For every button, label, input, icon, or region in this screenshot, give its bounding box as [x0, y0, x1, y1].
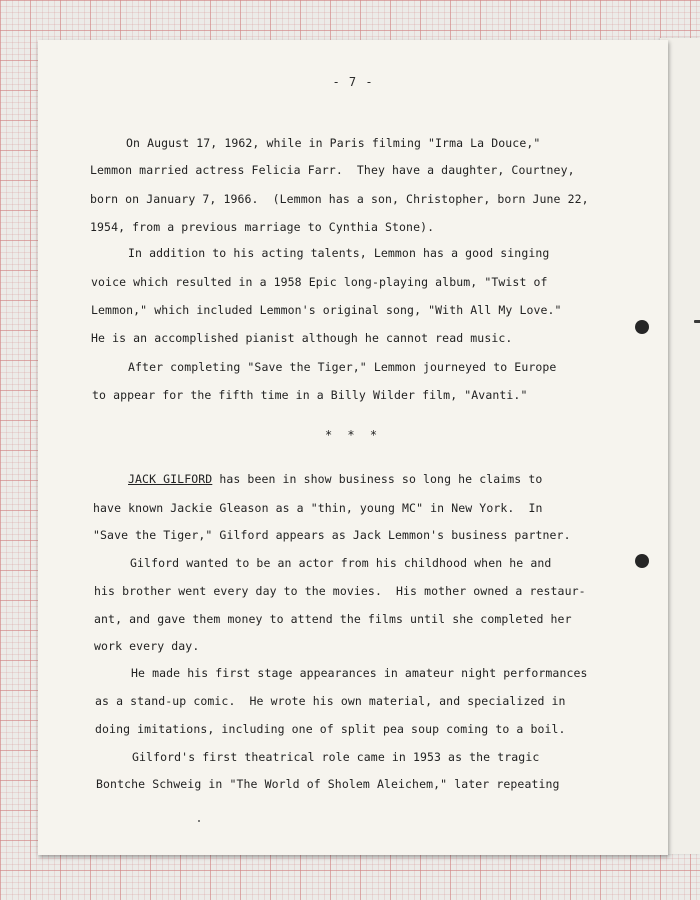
- text-line: his brother went every day to the movies. His mother owned a restaur-: [94, 584, 586, 598]
- text-line: He made his first stage appearances in amateur night performances: [131, 666, 588, 680]
- text-line: have known Jackie Gleason as a "thin, young MC" in New York. In: [93, 501, 543, 515]
- text-line: Lemmon married actress Felicia Farr. They have a daughter, Courtney,: [90, 163, 575, 177]
- text-line: doing imitations, including one of split pea soup coming to a boil.: [95, 722, 566, 736]
- text-line: "Save the Tiger," Gilford appears as Jack Lemmon's business partner.: [93, 528, 571, 542]
- punch-hole: [635, 554, 649, 568]
- text-line: Bontche Schweig in "The World of Sholem Aleichem," later repeating: [96, 777, 560, 791]
- text-line: After completing "Save the Tiger," Lemmon journeyed to Europe: [128, 360, 557, 374]
- section-name-jack-gilford: JACK GILFORD: [128, 472, 213, 486]
- page-number: - 7 -: [332, 75, 374, 89]
- text-line: voice which resulted in a 1958 Epic long-playing album, "Twist of: [91, 275, 548, 289]
- text-line: On August 17, 1962, while in Paris filming "Irma La Douce,": [126, 136, 541, 150]
- punch-hole: [635, 320, 649, 334]
- text-line: to appear for the fifth time in a Billy Wilder film, "Avanti.": [92, 388, 528, 402]
- text-line: as a stand-up comic. He wrote his own material, and specialized in: [95, 694, 566, 708]
- typed-mark: [694, 320, 700, 323]
- text-line: Lemmon," which included Lemmon's original song, "With All My Love.": [91, 303, 562, 317]
- document-page: [38, 40, 668, 855]
- text-line: 1954, from a previous marriage to Cynthia Stone).: [90, 220, 435, 234]
- text-line: Gilford wanted to be an actor from his childhood when he and: [130, 556, 552, 570]
- text-line: work every day.: [94, 639, 200, 653]
- text-line: [128, 472, 542, 486]
- section-separator: * * *: [324, 428, 382, 442]
- text-line: Gilford's first theatrical role came in 1953 as the tragic: [132, 750, 540, 764]
- text-line-rest: has been in show business so long he claims to: [212, 472, 543, 486]
- text-line: He is an accomplished pianist although he cannot read music.: [91, 331, 513, 345]
- text-line: In addition to his acting talents, Lemmon has a good singing: [128, 246, 550, 260]
- text-line: born on January 7, 1966. (Lemmon has a son, Christopher, born June 22,: [90, 192, 589, 206]
- stray-mark: [198, 820, 200, 822]
- text-line: ant, and gave them money to attend the films until she completed her: [94, 612, 572, 626]
